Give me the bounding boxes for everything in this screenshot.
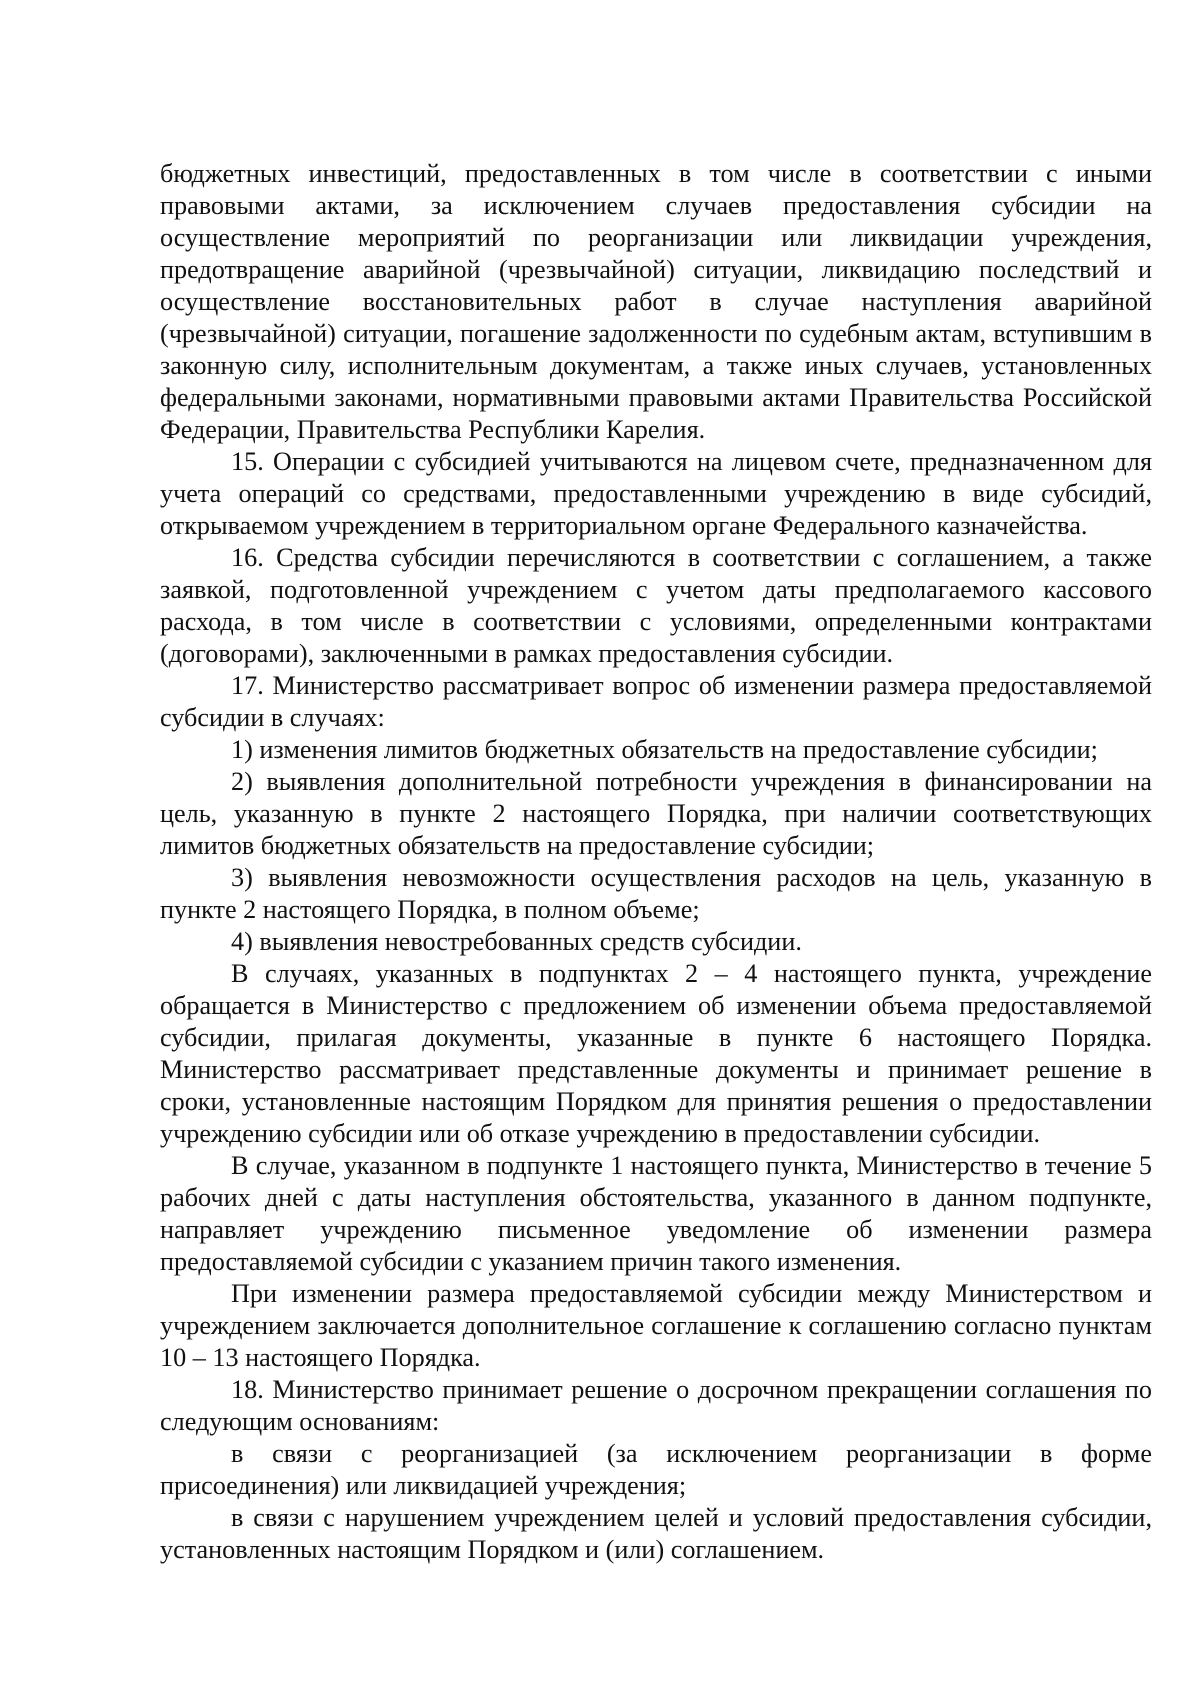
ground-reorganization: в связи с реорганизацией (за исключением реорганизации в форме присоединения) или ликвидацией учреждения;: [160, 1439, 1152, 1500]
subitem-17-3: 3) выявления невозможности осуществления расходов на цель, указанную в пункте 2 настоящего Порядка, в полном объеме;: [160, 863, 1152, 924]
paragraph-additional-agreement: При изменении размера предоставляемой субсидии между Министерством и учреждением заключается дополнительное соглашение к соглашению согласно пунктам 10 – 13 настоящего Порядка.: [160, 1279, 1152, 1372]
ground-violation: в связи с нарушением учреждением целей и условий предоставления субсидии, установленных настоящим Порядком и (или) соглашением.: [160, 1503, 1152, 1564]
subitem-17-4: 4) выявления невостребованных средств субсидии.: [231, 927, 802, 956]
paragraph-item-15: 15. Операции с субсидией учитываются на лицевом счете, предназначенном для учета операций со средствами, предоставленными учреждению в виде субсидий, открываемом учреждением в территориальном органе Федерального казначейства.: [160, 447, 1152, 540]
paragraph-item-18: 18. Министерство принимает решение о досрочном прекращении соглашения по следующим основаниям:: [160, 1375, 1152, 1436]
document-body: [160, 158, 1152, 1566]
paragraph-item-17: 17. Министерство рассматривает вопрос об изменении размера предоставляемой субсидии в случаях:: [160, 671, 1152, 732]
paragraph-case-1: В случае, указанном в подпункте 1 настоящего пункта, Министерство в течение 5 рабочих дней с даты наступления обстоятельства, указанного в данном подпункте, направляет учреждению письменное уведомление об изменении размера предоставляемой субсидии с указанием причин такого изменения.: [160, 1151, 1152, 1276]
subitem-17-1: 1) изменения лимитов бюджетных обязательств на предоставление субсидии;: [231, 735, 1098, 764]
paragraph-item-16: 16. Средства субсидии перечисляются в соответствии с соглашением, а также заявкой, подготовленной учреждением с учетом даты предполагаемого кассового расхода, в том числе в соответствии с условиями, определенными контрактами (договорами), заключенными в рамках предоставления субсидии.: [160, 543, 1152, 668]
paragraph-cases-2-4: В случаях, указанных в подпунктах 2 – 4 настоящего пункта, учреждение обращается в Министерство с предложением об изменении объема предоставляемой субсидии, прилагая документы, указанные в пункте 6 настоящего Порядка. Министерство рассматривает представленные документы и принимает решение в сроки, установленные настоящим Порядком для принятия решения о предоставлении учреждению субсидии или об отказе учреждению в предоставлении субсидии.: [160, 959, 1152, 1148]
paragraph-continuation: бюджетных инвестиций, предоставленных в том числе в соответствии с иными правовыми актами, за исключением случаев предоставления субсидии на осуществление мероприятий по реорганизации или ликвидации учреждения, предотвращение аварийной (чрезвычайной) ситуации, ликвидацию последствий и осуществление восстановительных работ в случае наступления аварийной (чрезвычайной) ситуации, погашение задолженности по судебным актам, вступившим в законную силу, исполнительным документам, а также иных случаев, установленных федеральными законами, нормативными правовыми актами Правительства Российской Федерации, Правительства Республики Карелия.: [160, 159, 1152, 444]
subitem-17-2: 2) выявления дополнительной потребности учреждения в финансировании на цель, указанную в пункте 2 настоящего Порядка, при наличии соответствующих лимитов бюджетных обязательств на предоставление субсидии;: [160, 767, 1152, 860]
